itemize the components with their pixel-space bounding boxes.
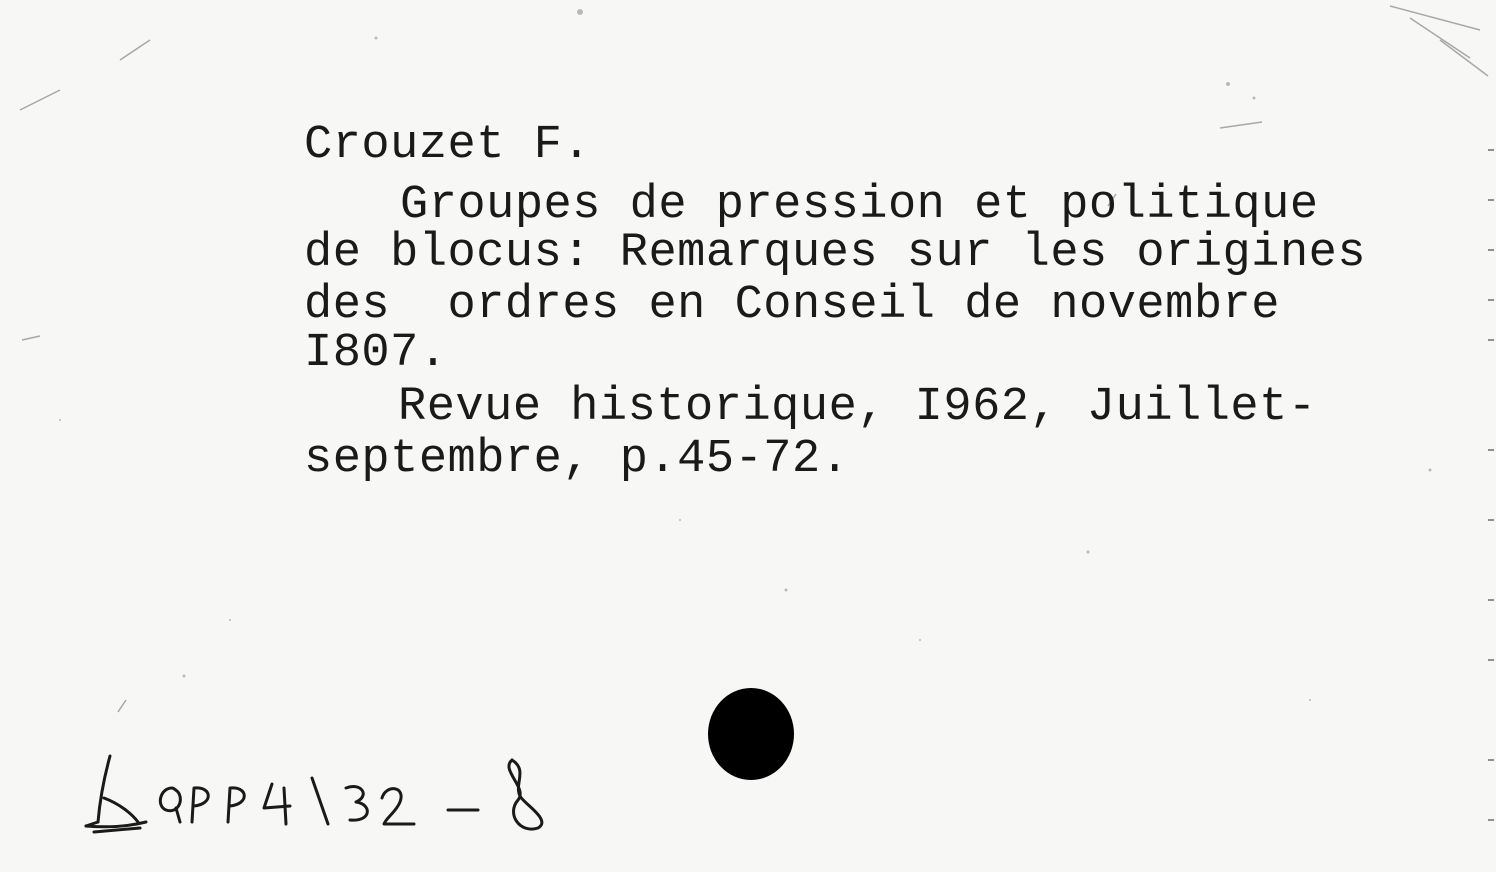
- source-line-2: septembre, p.45-72.: [304, 433, 850, 486]
- title-line-3: des ordres en Conseil de novembre: [304, 279, 1280, 332]
- source-line-1: Revue historique, I962, Juillet-: [398, 381, 1317, 434]
- title-line-2: de blocus: Remarques sur les origines: [304, 227, 1367, 280]
- punch-hole: [708, 688, 794, 780]
- title-line-1: Groupes de pression et politique: [400, 179, 1319, 232]
- author-line: Crouzet F.: [304, 119, 592, 172]
- handwritten-shelfmark: [80, 748, 570, 848]
- title-line-4: I807.: [304, 327, 448, 380]
